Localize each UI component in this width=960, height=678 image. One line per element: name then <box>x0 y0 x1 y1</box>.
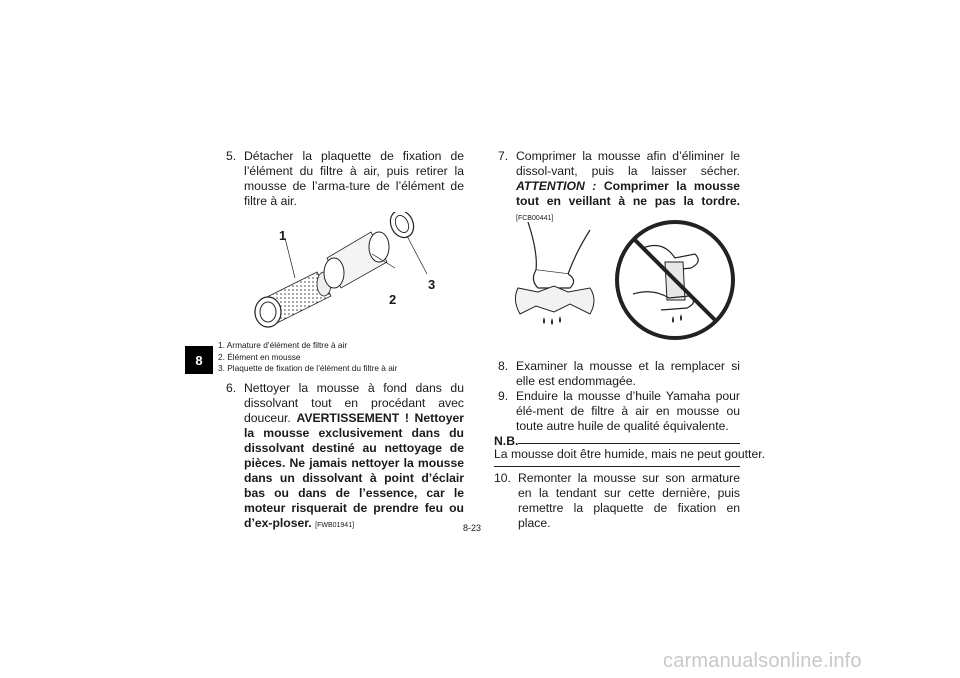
step-6-code: [FWB01941] <box>315 522 355 529</box>
step-5-text: Détacher la plaquette de fixation de l’élément du filtre à air, puis retirer la mousse de l’arma-ture de l’élément de filtre à air. <box>244 149 464 208</box>
step-8-text: Examiner la mousse et la remplacer si elle est endommagée. <box>516 359 740 388</box>
caption-2: 2. Élément en mousse <box>218 351 301 362</box>
step-9-number: 9. <box>498 389 509 403</box>
figure-label-2: 2 <box>389 292 397 307</box>
step-10 <box>494 471 740 531</box>
squeeze-correct-illustration <box>498 222 608 332</box>
step-7-code: [FCB00441] <box>516 215 554 222</box>
step-5-number: 5. <box>226 149 237 163</box>
step-7-attention-label: ATTENTION : <box>516 179 597 193</box>
step-6-number: 6. <box>226 381 237 395</box>
step-6-item <box>226 381 464 533</box>
caption-1: 1. Armature d’élément de filtre à air <box>218 340 348 350</box>
step-10-text: Remonter la mousse sur son armature en la tendant sur cette dernière, puis remettre la plaquette de fixation en place. <box>518 471 740 530</box>
foam-element <box>324 232 395 288</box>
step-5-item <box>226 149 464 209</box>
step-9-text: Enduire la mousse d’huile Yamaha pour élé-ment de filtre à air en mousse ou toute autre huile de qualité équivalente. <box>516 389 740 433</box>
step-7-item <box>498 149 740 226</box>
step-7-text: Comprimer la mousse afin d’éliminer le dissol-vant, puis la laisser sécher. <box>516 149 740 178</box>
caption-3: 3. Plaquette de fixation de l’élément du filtre à air <box>218 363 398 373</box>
step-8-item <box>498 359 740 389</box>
step-7-number: 7. <box>498 149 509 163</box>
step-6-text: Nettoyer la mousse à fond dans du dissolvant tout en procédant avec douceur. <box>244 381 464 425</box>
steps-8-9 <box>498 359 740 434</box>
step-9-item <box>498 389 740 434</box>
figure-label-3: 3 <box>428 277 436 292</box>
step-7 <box>498 149 740 226</box>
fixing-plate <box>386 212 427 274</box>
page-number: 8-23 <box>463 523 482 533</box>
note-rule-bottom <box>494 466 740 467</box>
figure-captions <box>218 340 397 375</box>
step-6-warning: AVERTISSEMENT ! Nettoyer la mousse exclusivement dans du dissolvant destiné au nettoyage de pièces. Ne jamais nettoyer la mousse dans un dissolvant à point d’éclair bas ou dans de l’essence, car le moteur risquerait de prendre feu ou d’ex-ploser. <box>244 411 464 530</box>
section-tab: 8 <box>185 346 213 374</box>
note-heading: N.B. <box>494 434 519 448</box>
figure-label-1: 1 <box>279 228 287 243</box>
watermark: carmanualsonline.info <box>663 650 862 672</box>
step-10-number: 10. <box>494 471 511 485</box>
step-6 <box>226 381 464 533</box>
filter-armature <box>255 272 331 327</box>
air-filter-illustration <box>235 212 465 332</box>
no-twisting-prohibited-icon <box>613 218 737 342</box>
note-rule-top <box>518 443 740 444</box>
step-5 <box>226 149 464 209</box>
step-10-item <box>494 471 740 531</box>
note-text: La mousse doit être humide, mais ne peut goutter. <box>494 447 765 461</box>
step-7-attention-text: Comprimer la mousse tout en veillant à ne pas la tordre. <box>516 179 740 208</box>
step-8-number: 8. <box>498 359 509 373</box>
